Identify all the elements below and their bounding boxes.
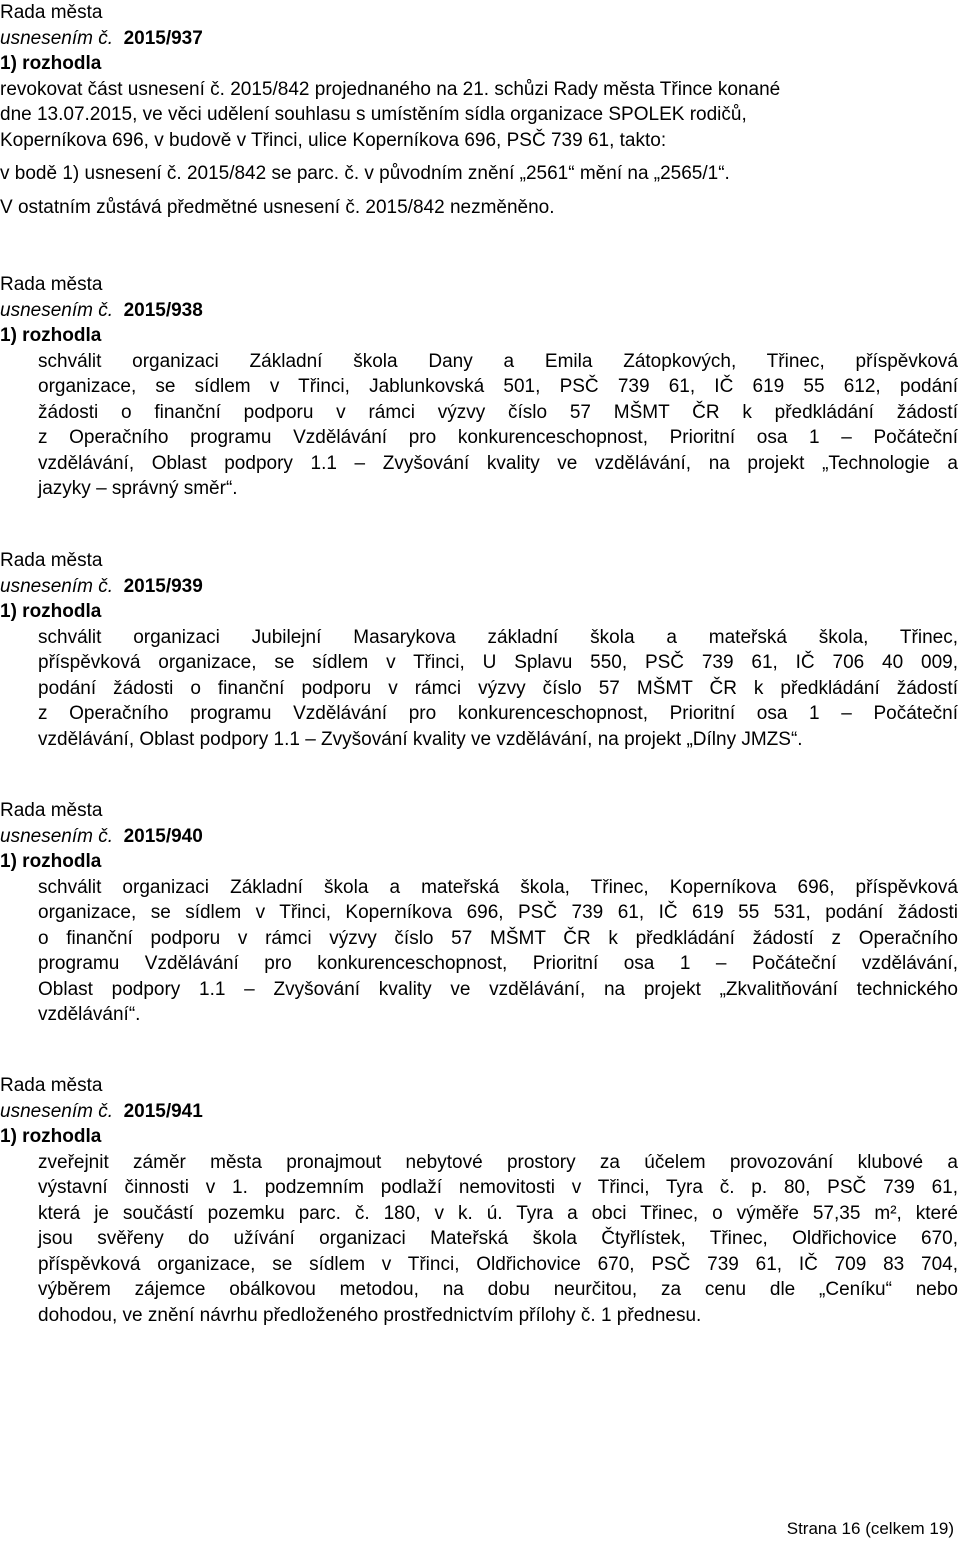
- decision-heading: 1) rozhodla: [0, 1126, 102, 1147]
- text-line: která je součástí pozemku parc. č. 180, v k. ú. Tyra a obci Třinec, o výměře 57,35 m², které: [38, 1202, 958, 1224]
- text-line: vzdělávání, Oblast podpory 1.1 – Zvyšování kvality ve vzdělávání, na projekt „Dílny JMZS“.: [38, 728, 803, 750]
- resolution-2015-940: [0, 798, 960, 1028]
- text-line: schválit organizaci Jubilejní Masarykova základní škola a mateřská škola, Třinec,: [38, 626, 958, 648]
- text-line: o finanční podporu v rámci výzvy číslo 57 MŠMT ČR k předkládání žádostí z Operačního: [38, 927, 958, 949]
- council-heading: Rada města: [0, 550, 103, 571]
- text-line: programu Vzdělávání pro konkurenceschopnost, Prioritní osa 1 – Počáteční vzdělávání,: [38, 953, 958, 974]
- resolution-number: usnesením č. 2015/938: [0, 299, 203, 321]
- resolution-number: usnesením č. 2015/940: [0, 825, 203, 847]
- decision-heading: 1) rozhodla: [0, 851, 102, 872]
- resolution-2015-938: [0, 272, 960, 502]
- text-line: žádosti o finanční podporu v rámci výzvy číslo 57 MŠMT ČR k předkládání žádostí: [38, 401, 958, 423]
- resolution-text: [0, 77, 958, 154]
- text-line: z Operačního programu Vzdělávání pro konkurenceschopnost, Prioritní osa 1 – Počáteční: [38, 427, 958, 448]
- resolution-number: usnesením č. 2015/941: [0, 1100, 203, 1122]
- text-line: schválit organizaci Základní škola Dany a Emila Zátopkových, Třinec, příspěvková: [38, 350, 958, 372]
- resolution-text: [38, 875, 958, 1028]
- text-line: podání žádosti o finanční podporu v rámci výzvy číslo 57 MŠMT ČR k předkládání žádostí: [38, 677, 958, 699]
- resolution-number: usnesením č. 2015/939: [0, 575, 203, 597]
- decision-heading: 1) rozhodla: [0, 601, 102, 622]
- text-line: zveřejnit záměr města pronajmout nebytové prostory za účelem provozování klubové a: [38, 1151, 958, 1173]
- resolution-text: [38, 1150, 958, 1329]
- text-line: Oblast podpory 1.1 – Zvyšování kvality ve vzdělávání, na projekt „Zkvalitňování technického: [38, 978, 958, 1000]
- text-line: revokovat část usnesení č. 2015/842 projednaného na 21. schůzi Rady města Třince konané: [0, 78, 781, 100]
- text-line: z Operačního programu Vzdělávání pro konkurenceschopnost, Prioritní osa 1 – Počáteční: [38, 703, 958, 724]
- resolution-number: usnesením č. 2015/937: [0, 27, 203, 49]
- text-line: příspěvková organizace, se sídlem v Třinci, U Splavu 550, PSČ 739 61, IČ 706 40 009,: [38, 652, 958, 673]
- resolution-2015-939: [0, 548, 960, 752]
- text-line: výběrem zájemce obálkovou metodou, na dobu neurčitou, za cenu dle „Ceníku“ nebo: [38, 1279, 958, 1300]
- decision-heading: 1) rozhodla: [0, 53, 102, 74]
- text-line: dne 13.07.2015, ve věci udělení souhlasu s umístěním sídla organizace SPOLEK rodičů,: [0, 104, 747, 125]
- text-line: Koperníkova 696, v budově v Třinci, ulice Koperníkova 696, PSČ 739 61, takto:: [0, 129, 667, 151]
- text-line: vzdělávání, Oblast podpory 1.1 – Zvyšování kvality ve vzdělávání, na projekt „Technologie a: [38, 452, 958, 474]
- text-line: dohodou, ve znění návrhu předloženého prostřednictvím přílohy č. 1 přednesu.: [38, 1304, 702, 1326]
- resolution-text: [38, 625, 958, 753]
- text-line: vzdělávání“.: [38, 1004, 141, 1025]
- text-line: organizace, se sídlem v Třinci, Koperníkova 696, PSČ 739 61, IČ 619 55 531, podání žádosti: [38, 902, 958, 923]
- text-line: schválit organizaci Základní škola a mateřská škola, Třinec, Koperníkova 696, příspěvková: [38, 876, 958, 898]
- text-line: jsou svěřeny do užívání organizaci Mateřská škola Čtyřlístek, Třinec, Oldřichovice 670,: [38, 1228, 958, 1249]
- resolution-2015-937: [0, 0, 960, 220]
- decision-heading: 1) rozhodla: [0, 325, 102, 346]
- resolution-text: [38, 349, 958, 502]
- council-heading: Rada města: [0, 1075, 103, 1096]
- text-line: organizace, se sídlem v Třinci, Jablunkovská 501, PSČ 739 61, IČ 619 55 612, podání: [38, 376, 958, 397]
- text-line: jazyky – správný směr“.: [38, 478, 238, 499]
- text-line: výstavní činnosti v 1. podzemním podlaží nemovitosti v Třinci, Tyra č. p. 80, PSČ 739 61,: [38, 1177, 958, 1198]
- resolution-2015-941: [0, 1073, 960, 1328]
- council-heading: Rada města: [0, 274, 103, 295]
- text-line: příspěvková organizace, se sídlem v Třinci, Oldřichovice 670, PSČ 739 61, IČ 709 83 704,: [38, 1253, 958, 1275]
- council-heading: Rada města: [0, 800, 103, 821]
- page-footer: Strana 16 (celkem 19): [786, 1519, 954, 1538]
- amendment-text: v bodě 1) usnesení č. 2015/842 se parc. č. v původním znění „2561“ mění na „2565/1“.: [0, 163, 730, 184]
- council-heading: Rada města: [0, 2, 103, 23]
- remaining-text: V ostatním zůstává předmětné usnesení č. 2015/842 nezměněno.: [0, 196, 555, 218]
